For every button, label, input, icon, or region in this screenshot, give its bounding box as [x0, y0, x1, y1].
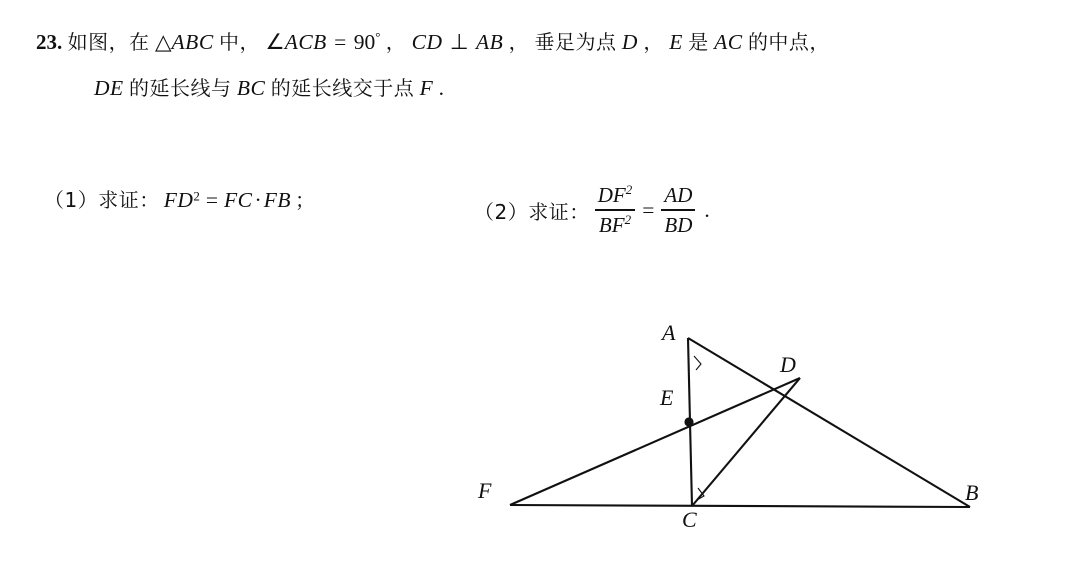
fraction-right-bar — [661, 209, 695, 211]
period-mark: . — [438, 75, 445, 100]
segment-cd: CD — [411, 30, 443, 55]
df-term: DF — [597, 183, 626, 207]
point-marker-e — [684, 417, 693, 426]
equals-sign: = — [334, 30, 347, 55]
fraction-left — [595, 183, 636, 237]
foot-text: 垂足为点 — [534, 30, 617, 55]
problem-number: 23. — [36, 30, 63, 55]
perpendicular-symbol: ⊥ — [449, 30, 469, 55]
bf-exponent: 2 — [624, 211, 632, 227]
point-d: D — [621, 30, 638, 55]
midpoint-text: 的中点， — [747, 30, 830, 55]
fraction-right — [661, 183, 695, 237]
semicolon-mark: ； — [294, 188, 316, 212]
line-cd — [692, 378, 800, 506]
text-as-shown: 如图，在 — [67, 30, 150, 55]
segment-ab: AB — [476, 30, 504, 55]
point-e: E — [669, 30, 683, 55]
triangle-symbol: △ — [155, 30, 172, 55]
fb-term: FB — [263, 188, 291, 212]
degree-symbol: ° — [375, 29, 381, 44]
fraction-left-denominator — [596, 213, 634, 237]
fraction-right-denominator: BD — [664, 212, 693, 237]
fraction-left-bar — [595, 209, 636, 211]
subquestion-1-label: （1）求证： — [44, 188, 160, 212]
point-f: F — [419, 75, 434, 100]
figure-canvas — [470, 300, 1050, 555]
line-fb — [510, 505, 970, 507]
fraction-right-numerator: AD — [664, 183, 693, 207]
subquestion-1 — [44, 184, 315, 213]
line-fd — [510, 378, 800, 505]
figure-label-e: E — [660, 385, 674, 410]
line-ab — [688, 338, 970, 507]
comma-3: ， — [643, 30, 664, 55]
subquestion-2-label: （2）求证： — [474, 200, 590, 225]
fd-exponent: 2 — [193, 188, 200, 204]
segment-de: DE — [94, 75, 124, 100]
segment-bc: BC — [236, 75, 266, 100]
angle-symbol: ∠ — [265, 30, 285, 55]
bf-term: BF — [598, 212, 625, 237]
figure-label-c: C — [682, 507, 697, 532]
figure-label-b: B — [965, 480, 979, 505]
fd-term: FD — [163, 188, 194, 212]
problem-line-1 — [36, 30, 1046, 54]
geometry-figure — [470, 300, 1050, 555]
figure-label-f: F — [478, 478, 492, 503]
subquestion-2 — [474, 184, 710, 238]
problem-line-2 — [36, 75, 1046, 100]
comma-2: ， — [508, 30, 530, 55]
triangle-name: ABC — [171, 30, 214, 55]
angle-value: 90 — [353, 30, 376, 55]
extension-text: 的延长线与 — [129, 75, 232, 100]
extension-text-2: 的延长线交于点 — [270, 75, 415, 100]
figure-label-a: A — [662, 320, 676, 345]
equals-sign-1: = — [205, 188, 219, 212]
problem-statement — [36, 30, 1046, 123]
fc-term: FC — [224, 188, 253, 212]
is-text: 是 — [688, 30, 709, 55]
angle-name: ACB — [284, 30, 327, 55]
right-angle-mark-a — [694, 356, 701, 370]
equals-sign-2: = — [642, 198, 655, 223]
multiply-dot: · — [254, 188, 262, 212]
fraction-left-numerator — [595, 183, 636, 207]
segment-ac: AC — [714, 30, 743, 55]
df-exponent: 2 — [625, 182, 633, 197]
figure-label-d: D — [780, 352, 796, 377]
text-in-middle: 中， — [219, 30, 261, 55]
comma-1: ， — [385, 30, 407, 55]
subquestions — [44, 170, 1044, 250]
period-mark-2: . — [704, 198, 710, 223]
